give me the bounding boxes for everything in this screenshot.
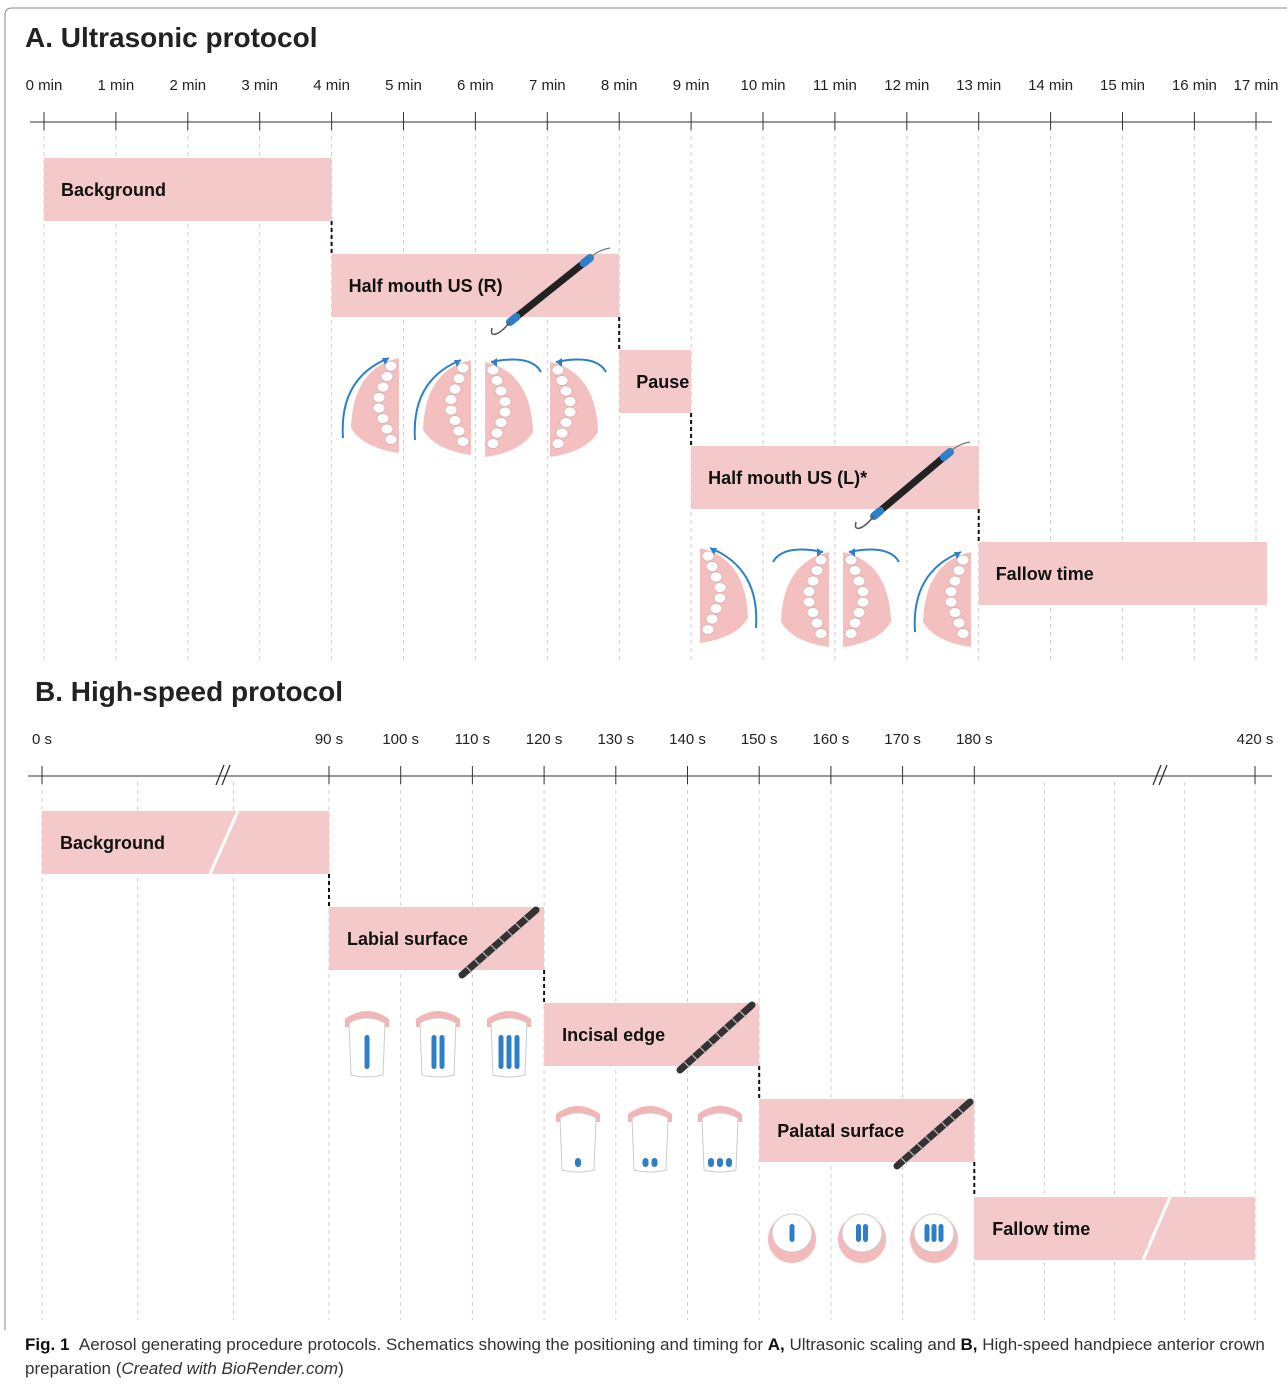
tick-label: 13 min [956,77,1002,94]
tooth-icon [698,1106,742,1172]
prep-mark [499,1035,504,1069]
jaw-quadrant-icon [773,548,829,647]
prep-mark [863,1224,868,1242]
tooth-icon [556,1106,600,1172]
tick-label: 11 min [812,77,857,94]
tick-label: 6 min [457,77,494,94]
section-a-phase-bars [44,158,1267,605]
tick-label: 4 min [313,77,350,94]
tick-label: 130 s [597,731,635,748]
prep-mark [515,1035,520,1069]
jaw-quadrant-icon [343,358,399,453]
caption-text-3: High-speed handpiece anterior crown preparation ( [25,1335,1265,1378]
prep-mark [708,1158,714,1167]
prep-mark [790,1224,795,1242]
tick-label: 150 s [740,731,778,748]
tooth-icon [487,1011,531,1077]
prep-mark [432,1035,437,1069]
tooth-icon [345,1011,389,1077]
jaw-quadrant-icon [415,360,471,455]
prep-mark [726,1158,732,1167]
phase-label: Labial surface [347,929,469,949]
prep-mark [507,1035,512,1069]
prep-mark [365,1035,370,1069]
tick-label: 3 min [241,77,279,94]
caption-a-label: A, [767,1335,785,1354]
prep-mark [652,1158,658,1167]
caption-text-4: ) [338,1359,344,1378]
tooth-palatal-icon [768,1214,816,1263]
tick-label: 17 min [1233,77,1279,94]
tick-label: 5 min [385,77,422,94]
jaw-quadrant-icon [700,548,756,643]
prep-mark [440,1035,445,1069]
jaw-quadrant-icon [550,358,606,457]
tooth-palatal-icon [910,1214,958,1263]
caption-fig-label: Fig. 1 [25,1335,70,1354]
prep-mark [575,1158,581,1167]
prep-mark [925,1224,930,1242]
tick-label: 180 s [955,731,993,748]
phase-label: Fallow time [992,1219,1091,1239]
tick-label: 420 s [1236,731,1274,748]
jaw-quadrant-icon [915,552,971,647]
tick-label: 1 min [97,77,135,94]
phase-label: Pause [636,372,690,392]
tick-label: 120 s [525,731,563,748]
section-b-title: B. High-speed protocol [35,676,343,707]
section-a-axis [30,112,1272,130]
tick-label: 0 s [31,731,53,748]
phase-label: Half mouth US (R) [348,276,503,296]
phase-label: Background [61,180,167,200]
tick-label: 110 s [454,731,491,748]
tick-label: 160 s [812,731,850,748]
tooth-icon [628,1106,672,1172]
phase-label: Palatal surface [777,1121,905,1141]
tick-label: 170 s [884,731,921,748]
prep-mark [717,1158,723,1167]
jaw-quadrant-icon [485,358,541,457]
figure-caption [25,1333,1265,1381]
caption-credit: Created with BioRender.com [121,1359,339,1378]
phase-label: Fallow time [995,564,1094,584]
tick-label: 0 min [25,77,63,94]
tick-label: 12 min [884,77,930,94]
tick-label: 10 min [740,77,786,94]
phase-label: Background [60,833,166,853]
caption-b-label: B, [960,1335,978,1354]
tick-label: 140 s [669,731,706,748]
tick-label: 15 min [1099,77,1146,94]
caption-text-2: Ultrasonic scaling and [784,1335,961,1354]
tooth-icon [416,1011,460,1077]
tick-label: 8 min [600,77,638,94]
prep-mark [643,1158,649,1167]
prep-mark [932,1224,937,1242]
caption-text-1: Aerosol generating procedure protocols. Schematics showing the positioning and timing for [78,1335,768,1354]
tick-label: 100 s [382,731,420,748]
tick-label: 16 min [1171,77,1217,94]
phase-label: Incisal edge [562,1025,666,1045]
section-b-axis [28,765,1272,785]
tick-label: 2 min [169,77,207,94]
tick-label: 7 min [528,77,566,94]
jaw-quadrant-icon [843,548,899,647]
tooth-palatal-icon [838,1214,886,1263]
tick-label: 90 s [314,731,344,748]
tick-label: 14 min [1028,77,1074,94]
phase-label: Half mouth US (L)* [708,468,868,488]
prep-mark [856,1224,861,1242]
section-b-phase-bars [42,811,1255,1260]
prep-mark [939,1224,944,1242]
tick-label: 9 min [672,77,710,94]
section-a-title: A. Ultrasonic protocol [25,22,318,53]
